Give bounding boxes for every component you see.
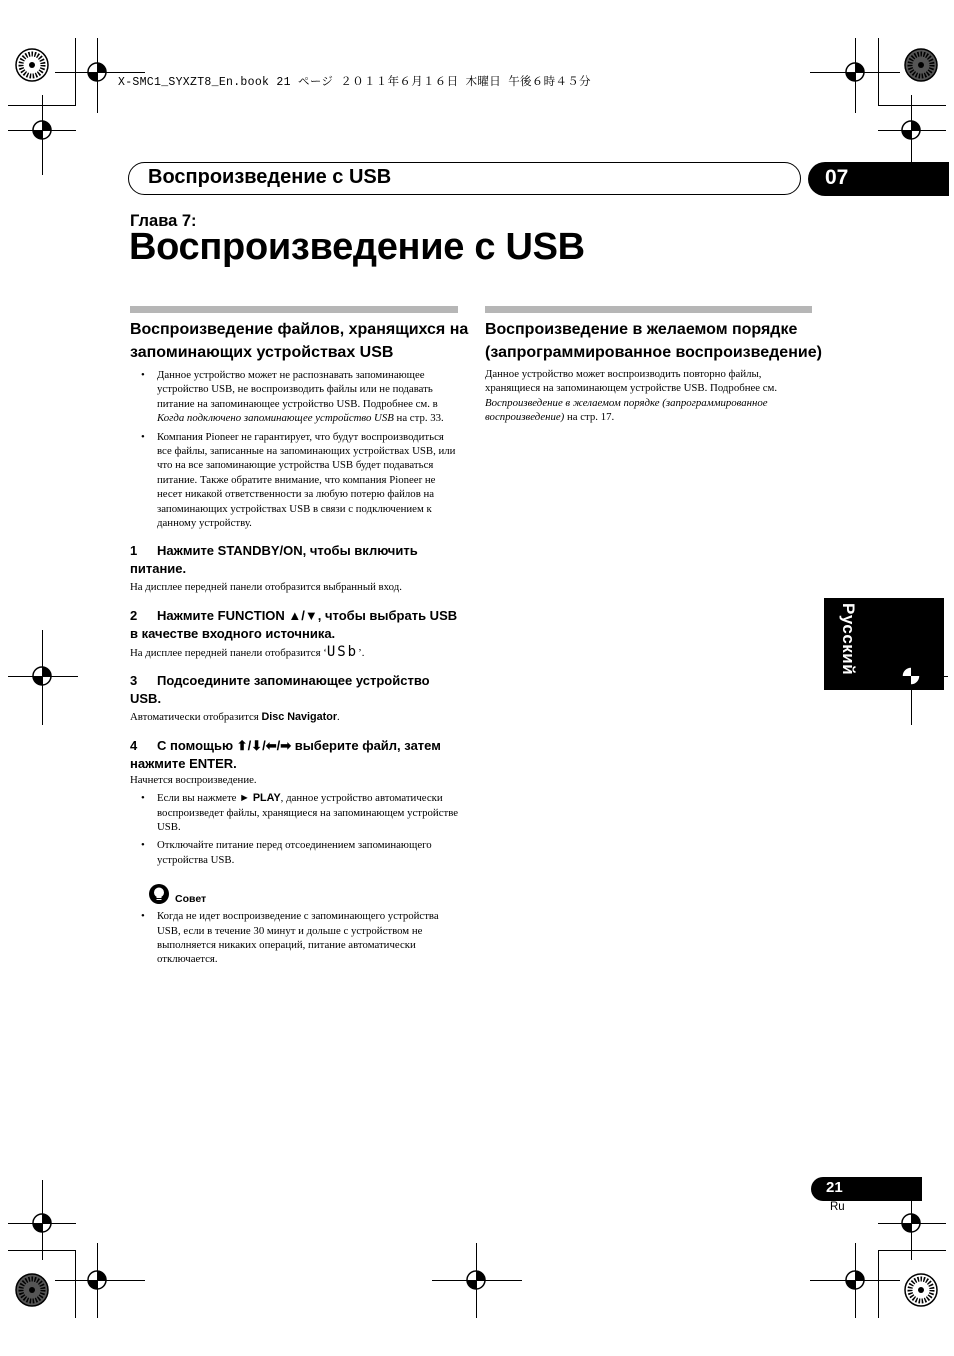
section-body: Данное устройство может воспроизводить повторно файлы, хранящиеся на запоминающем устройстве USB. Подробнее см. Воспроизведение в желаемом порядке (запрограммированное воспроизведение) на стр. 17. [485,368,778,424]
registration-rosette-icon [15,48,49,82]
list-item: • Данное устройство может не распознавать запоминающее устройство USB, не воспроизводить файлы или не подавать питание на запоминающее устройство USB. Подробнее см. в Когда подключено запоминающее устройство USB на стр. 33. [130,368,460,426]
step-number: 4 [130,737,138,753]
crosshair-register-icon [898,117,924,143]
display-readout: USb [326,643,359,660]
list-item: • Когда не идет воспроизведение с запоминающего устройства USB, если в течение 30 минут и дольше с устройством не выполняется никаких операций, питание автоматически отключается. [130,909,460,967]
tip-lightbulb-icon [148,883,170,905]
left-column [130,318,469,971]
crosshair-register-icon [29,663,55,689]
crosshair-register-icon [84,1267,110,1293]
list-item: • Компания Pioneer не гарантирует, что будут воспроизводиться все файлы, записанные на запоминающих устройствах USB, или что на все запоминающие устройства USB будет подаваться питание. Также обратите внимание, что компания Pioneer не несет никакой ответственности за любую потерю файлов на запоминающих устройствах USB в связи с подключением к данному устройству. [130,430,460,531]
step-body: На дисплее передней панели отобразится ‘USb’. [130,643,365,660]
crosshair-register-icon [29,117,55,143]
page-reference: Когда подключено запоминающее устройство USB [157,412,394,425]
bullet-list [130,368,460,530]
bullet-list [130,791,460,867]
right-column [485,318,822,425]
step-4 [130,737,460,867]
list-item: • Если вы нажмете ► PLAY, данное устройство автоматически воспроизведет файлы, хранящиеся на запоминающем устройстве USB. [130,791,460,834]
step-heading: Подсоедините запоминающее устройство USB. [130,673,430,707]
language-tab-label: Русский [839,603,858,676]
page-language-code: Ru [830,1201,845,1213]
page-number: 21 [826,1179,843,1196]
print-header: X-SMC1_SYXZT8_En.book 21 ページ ２０１１年６月１６日 木曜日 午後６時４５分 [118,76,591,89]
crosshair-register-icon [463,1267,489,1293]
step-heading: Нажмите FUNCTION ▲/▼, чтобы выбрать USB в качестве входного источника. [130,607,458,641]
crosshair-register-icon [898,663,924,689]
step-number: 2 [130,607,138,623]
step-heading: Нажмите STANDBY/ON, чтобы включить питание. [130,543,418,577]
page-reference: Воспроизведение в желаемом порядке (запрограммированное воспроизведение) [485,396,768,424]
crosshair-register-icon [84,59,110,85]
ui-label: ► PLAY [239,792,281,805]
step-heading: С помощью ⬆/⬇/⬅/➡ выберите файл, затем нажмите ENTER. [130,737,441,771]
step-3 [130,672,460,724]
bullet-list [130,909,460,967]
registration-rosette-icon [904,48,938,82]
list-item: • Отключайте питание перед отсоединением запоминающего устройства USB. [130,838,460,867]
step-number: 3 [130,673,138,689]
section-rule [485,306,812,313]
step-1 [130,542,460,594]
crosshair-register-icon [898,1210,924,1236]
step-number: 1 [130,543,138,559]
step-body: Автоматически отобразится Disc Navigator. [130,711,340,724]
section-rule [130,306,458,313]
chapter-number: 07 [825,166,849,189]
section-heading: Воспроизведение в желаемом порядке (запрограммированное воспроизведение) [485,321,822,361]
section-heading: Воспроизведение файлов, хранящихся на запоминающих устройствах USB [130,321,469,361]
ui-label: Disc Navigator [261,711,338,724]
page-title: Воспроизведение с USB [129,226,585,268]
registration-rosette-icon [904,1273,938,1307]
tip-label: Совет [175,893,207,906]
chapter-bar-title: Воспроизведение с USB [148,166,392,188]
crosshair-register-icon [29,1210,55,1236]
step-body: Начнется воспроизведение. [130,773,257,786]
crosshair-register-icon [842,59,868,85]
registration-rosette-icon [15,1273,49,1307]
crosshair-register-icon [842,1267,868,1293]
chapter-label: Глава 7: [130,212,197,230]
step-body: На дисплее передней панели отобразится выбранный вход. [130,581,402,594]
step-2 [130,607,460,660]
tip-box [130,883,460,967]
